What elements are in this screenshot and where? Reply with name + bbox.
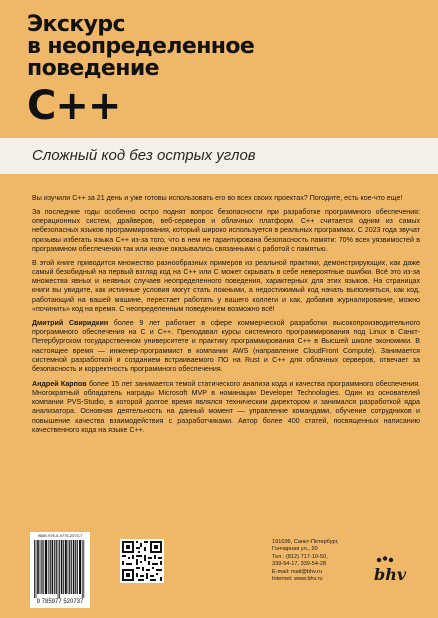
- address-line: Тел.: (812) 717-10-50,: [272, 553, 328, 560]
- paragraph-security: За последние годы особенно остро поднят вопрос безопасности при разработке программного обеспечения: операционных систем, драйверов, веб-серверов и облачных платформ. C++ считается одним из самых небезопасных языков программирования, который широко используется в реальных программах. С 2023 года звучат призывы избегать языка C++ из-за того, что в нем не гарантирована безопасность памяти: 70% всех уязвимостей в программном обеспечении так или иначе оказывались связанными с работой с памятью.: [32, 207, 420, 253]
- title-line-1: Экскурс: [27, 12, 125, 37]
- logo-text: bhv: [374, 565, 407, 584]
- title-language: C++: [27, 83, 121, 129]
- subtitle-band: [0, 138, 438, 174]
- paragraph-book: В этой книге приводится множество разнообразных примеров из реальной практики, демонстрирующих, как даже самый безобидный на первый взгляд код на C++ или C может скрывать в себе невероятные ошибки. Всё это из-за множества явных и неявных случаев неопределенного поведения, характерных для этих языков. На страницах книги вы увидите, как истинные условия могут стать ложными, а недостижимый код начать выполняться, как код, работающий на вашей машине, перестает работать у вашего коллеги и как, добавив журналирование, можно «починить» код на время. С неопределенным поведением возможно всё!: [32, 258, 420, 314]
- isbn-barcode-box: [30, 532, 90, 608]
- author-name: Дмитрий Свиридкин: [32, 318, 109, 327]
- publisher-address: [272, 539, 372, 583]
- author-name: Андрей Карпов: [32, 379, 87, 388]
- publisher-logo: [373, 556, 407, 586]
- title-line-2: в неопределенное: [27, 34, 255, 59]
- author-bio-text: более 9 лет работает в сфере коммерческой разработки высокопроизводительного программного обеспечения на C и C++. Преподавал курсы системного программирования под Linux в Санкт-Петербургском государственном университете и практику программирования C++ в Высшей школе экономики. В настоящее время — инженер-программист в компании AWS (направление CloudFront Compute). Занимается системной разработкой и созданием встраиваемого ПО на Rust и C++ для облачных серверов, отвечает за безопасность и корректность программного обеспечения.: [32, 318, 420, 374]
- subtitle: Сложный код без острых углов: [32, 147, 256, 164]
- address-line: 339-54-17, 339-54-28: [272, 561, 327, 568]
- author-bio: [32, 319, 420, 375]
- address-line: Internet: www.bhv.ru: [272, 576, 323, 583]
- paragraph-intro: Вы изучили C++ за 21 день и уже готовы использовать его во всех своих проектах? Погодите, есть кое-что еще!: [32, 194, 403, 202]
- qr-code-icon: [120, 539, 164, 583]
- address-line: E-mail: mail@bhv.ru: [272, 568, 323, 575]
- barcode-icon: [33, 540, 87, 606]
- book-title: [27, 12, 255, 129]
- address-line: 191036, Санкт-Петербург,: [272, 539, 339, 545]
- isbn-number: ISBN 978-5-9775-2073-7: [37, 533, 83, 538]
- author-bios: [32, 319, 420, 436]
- title-line-3: поведение: [27, 56, 159, 81]
- address-line: Гончарная ул., 20: [272, 546, 318, 553]
- annotation-text: [32, 194, 420, 440]
- author-bio: [32, 380, 420, 436]
- author-bio-text: более 15 лет занимается темой статического анализа кода и качества программного обеспечения. Многократный обладатель награды Microsoft MVP в номинации Developer Technologies. Один из основателей компании PVS-Studio, в которой долгое время являлся техническим директором и занимался разработкой ядра анализатора. Основная деятельность на данный момент — управление командами, обучение сотрудников и повышение качества взаимодействия с разработчиками. Автор более 400 статей, посвященных написанию качественного кода на языке C++.: [32, 379, 421, 434]
- barcode-digits: 9 785977 520737: [36, 599, 84, 605]
